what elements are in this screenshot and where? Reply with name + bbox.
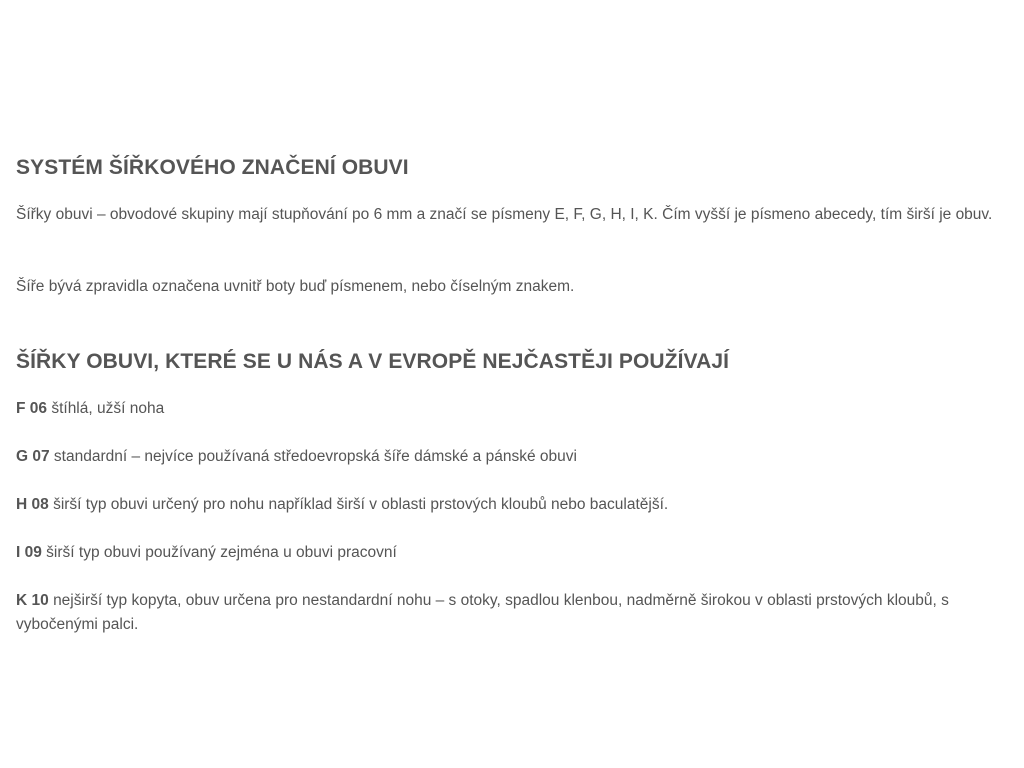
width-code: I 09 (16, 544, 42, 561)
section-heading-common-widths: ŠÍŘKY OBUVI, KTERÉ SE U NÁS A V EVROPĚ NEJČASTĚJI POUŽÍVAJÍ (16, 350, 730, 373)
width-description: širší typ obuvi používaný zejména u obuvi pracovní (46, 544, 397, 561)
width-description: standardní – nejvíce používaná středoevropská šíře dámské a pánské obuvi (53, 448, 577, 465)
width-item-k10 (16, 589, 1008, 637)
width-item-f06 (16, 397, 164, 421)
width-description: štíhlá, užší noha (51, 400, 165, 417)
width-item-h08 (16, 493, 668, 517)
width-description: nejširší typ kopyta, obuv určena pro nestandardní nohu – s otoky, spadlou klenbou, nadměrně širokou v oblasti prstových kloubů, s vybočenými palci. (16, 592, 949, 633)
width-code: G 07 (16, 448, 50, 465)
width-item-g07 (16, 445, 577, 469)
width-item-i09 (16, 541, 397, 565)
width-code: K 10 (16, 592, 49, 609)
paragraph-width-groups: Šířky obuvi – obvodové skupiny mají stupňování po 6 mm a značí se písmeny E, F, G, H, I, K. Čím vyšší je písmeno abecedy, tím širší je obuv. (16, 206, 993, 223)
width-description: širší typ obuvi určený pro nohu například širší v oblasti prstových kloubů nebo baculatější. (53, 496, 669, 513)
width-code: H 08 (16, 496, 49, 513)
paragraph-width-marking: Šíře bývá zpravidla označena uvnitř boty buď písmenem, nebo číselným znakem. (16, 278, 575, 295)
width-code: F 06 (16, 400, 48, 417)
section-heading-width-system: SYSTÉM ŠÍŘKOVÉHO ZNAČENÍ OBUVI (16, 156, 409, 179)
